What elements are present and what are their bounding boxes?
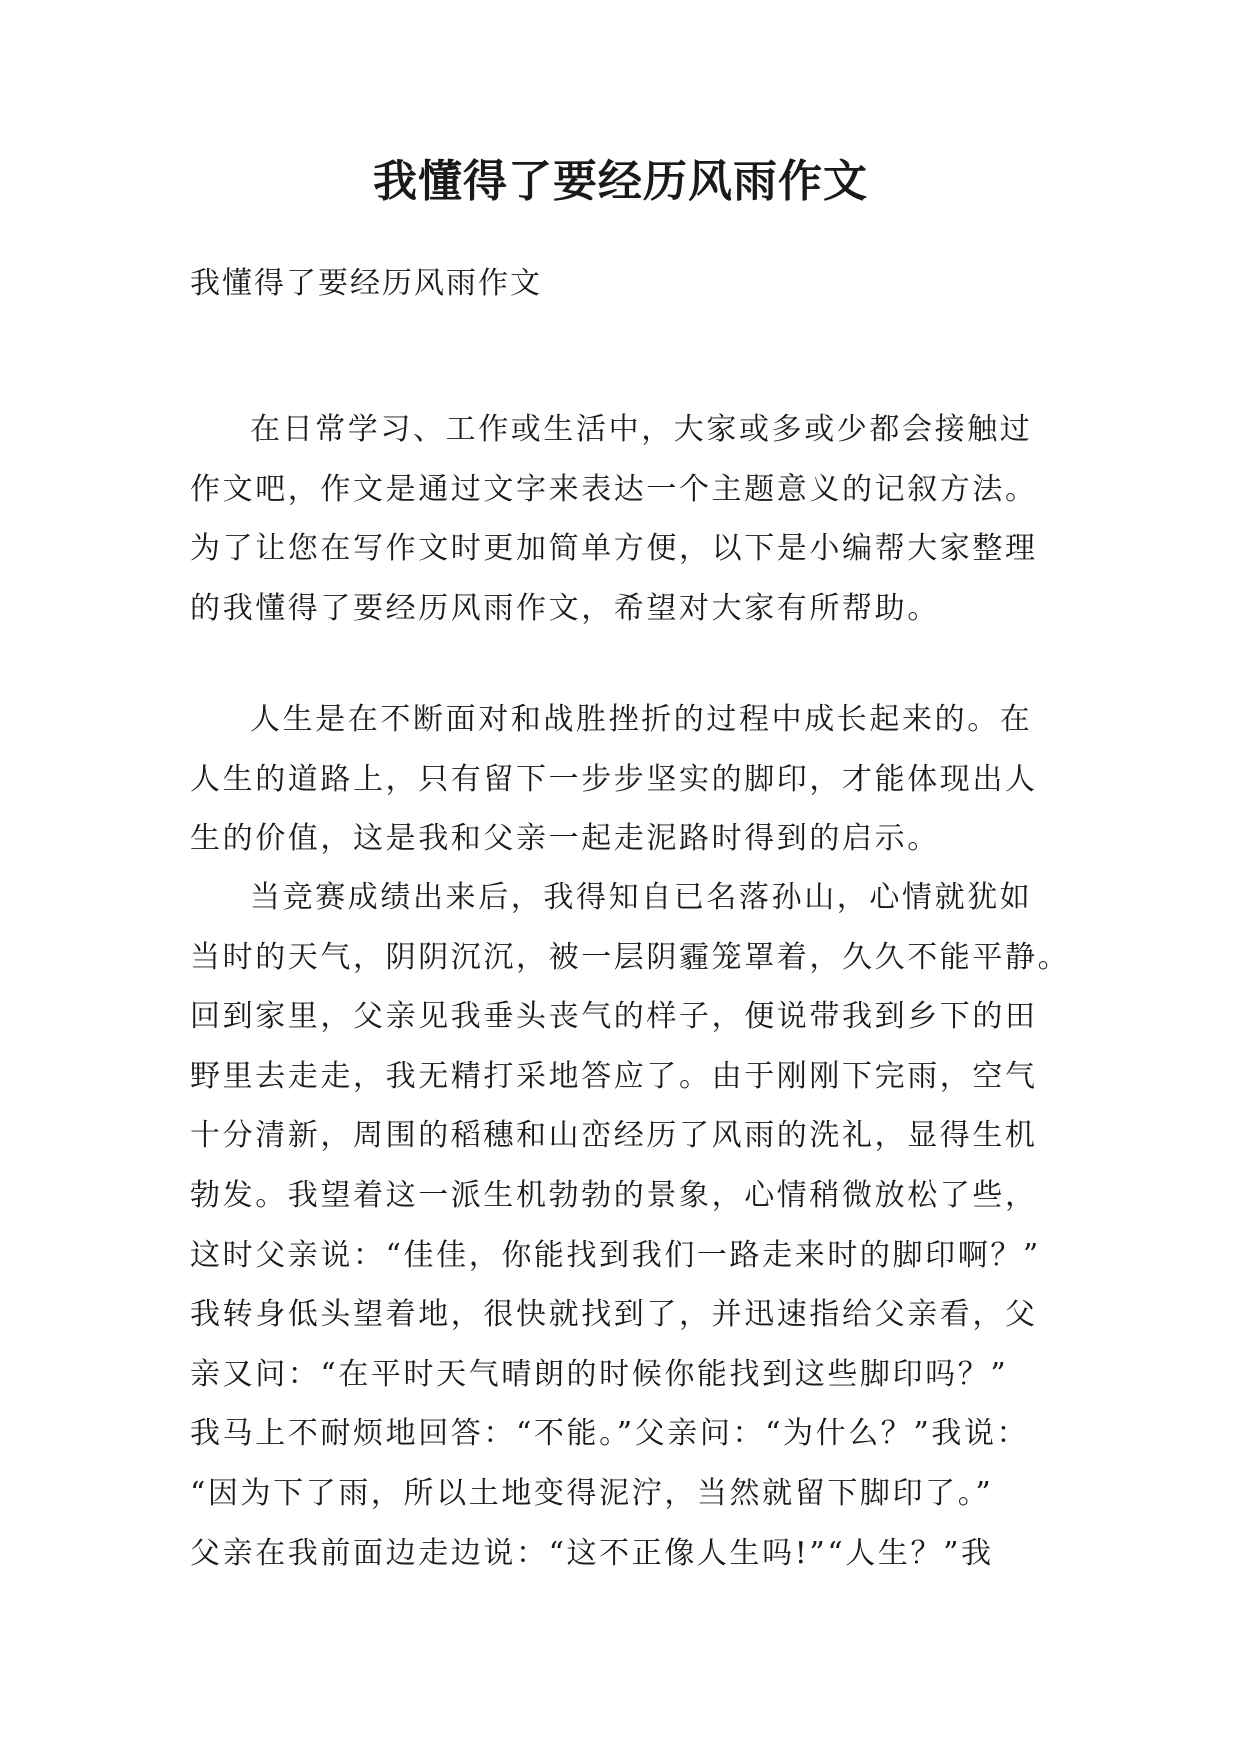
paragraph-line: 的我懂得了要经历风雨作文，希望对大家有所帮助。 xyxy=(190,590,940,626)
paragraph-line: 父亲在我前面边走边说：“这不正像人生吗!”“人生？”我 xyxy=(190,1535,994,1571)
paragraph-line: 这时父亲说：“佳佳，你能找到我们一路走来时的脚印啊？” xyxy=(190,1237,1041,1273)
paragraph-line: 当竞赛成绩出来后，我得知自已名落孙山，心情就犹如 xyxy=(250,880,1033,915)
intro-paragraph xyxy=(190,400,1090,638)
paragraph-line: 生的价值，这是我和父亲一起走泥路时得到的启示。 xyxy=(190,821,940,857)
paragraph-line: 十分清新，周围的稻穗和山峦经历了风雨的洗礼，显得生机 xyxy=(190,1118,1038,1154)
paragraph-line: 回到家里，父亲见我垂头丧气的样子，便说带我到乡下的田 xyxy=(190,999,1038,1035)
paragraph-line: 勃发。我望着这一派生机勃勃的景象，心情稍微放松了些， xyxy=(190,1177,1038,1213)
paragraph-line: 为了让您在写作文时更加简单方便，以下是小编帮大家整理 xyxy=(190,531,1038,567)
paragraph-line: “因为下了雨，所以土地变得泥泞，当然就留下脚印了。” xyxy=(190,1475,994,1511)
document-subtitle: 我懂得了要经历风雨作文 xyxy=(190,266,542,301)
paragraph-line: 我马上不耐烦地回答：“不能。”父亲问：“为什么？”我说： xyxy=(190,1416,1030,1452)
body-paragraph-1 xyxy=(190,690,1090,869)
paragraph-line: 人生的道路上，只有留下一步步坚实的脚印，才能体现出人 xyxy=(190,761,1038,797)
paragraph-line: 当时的天气，阴阴沉沉，被一层阴霾笼罩着，久久不能平静。 xyxy=(190,939,1071,975)
paragraph-line: 野里去走走，我无精打采地答应了。由于刚刚下完雨，空气 xyxy=(190,1058,1038,1094)
paragraph-line: 人生是在不断面对和战胜挫折的过程中成长起来的。在 xyxy=(250,702,1033,737)
paragraph-line: 作文吧，作文是通过文字来表达一个主题意义的记叙方法。 xyxy=(190,471,1038,507)
body-paragraph-2 xyxy=(190,868,1090,1583)
document-title: 我懂得了要经历风雨作文 xyxy=(373,156,868,207)
paragraph-line: 我转身低头望着地，很快就找到了，并迅速指给父亲看，父 xyxy=(190,1297,1038,1333)
paragraph-line: 在日常学习、工作或生活中，大家或多或少都会接触过 xyxy=(250,412,1033,447)
paragraph-line: 亲又问：“在平时天气晴朗的时候你能找到这些脚印吗？” xyxy=(190,1356,1009,1392)
